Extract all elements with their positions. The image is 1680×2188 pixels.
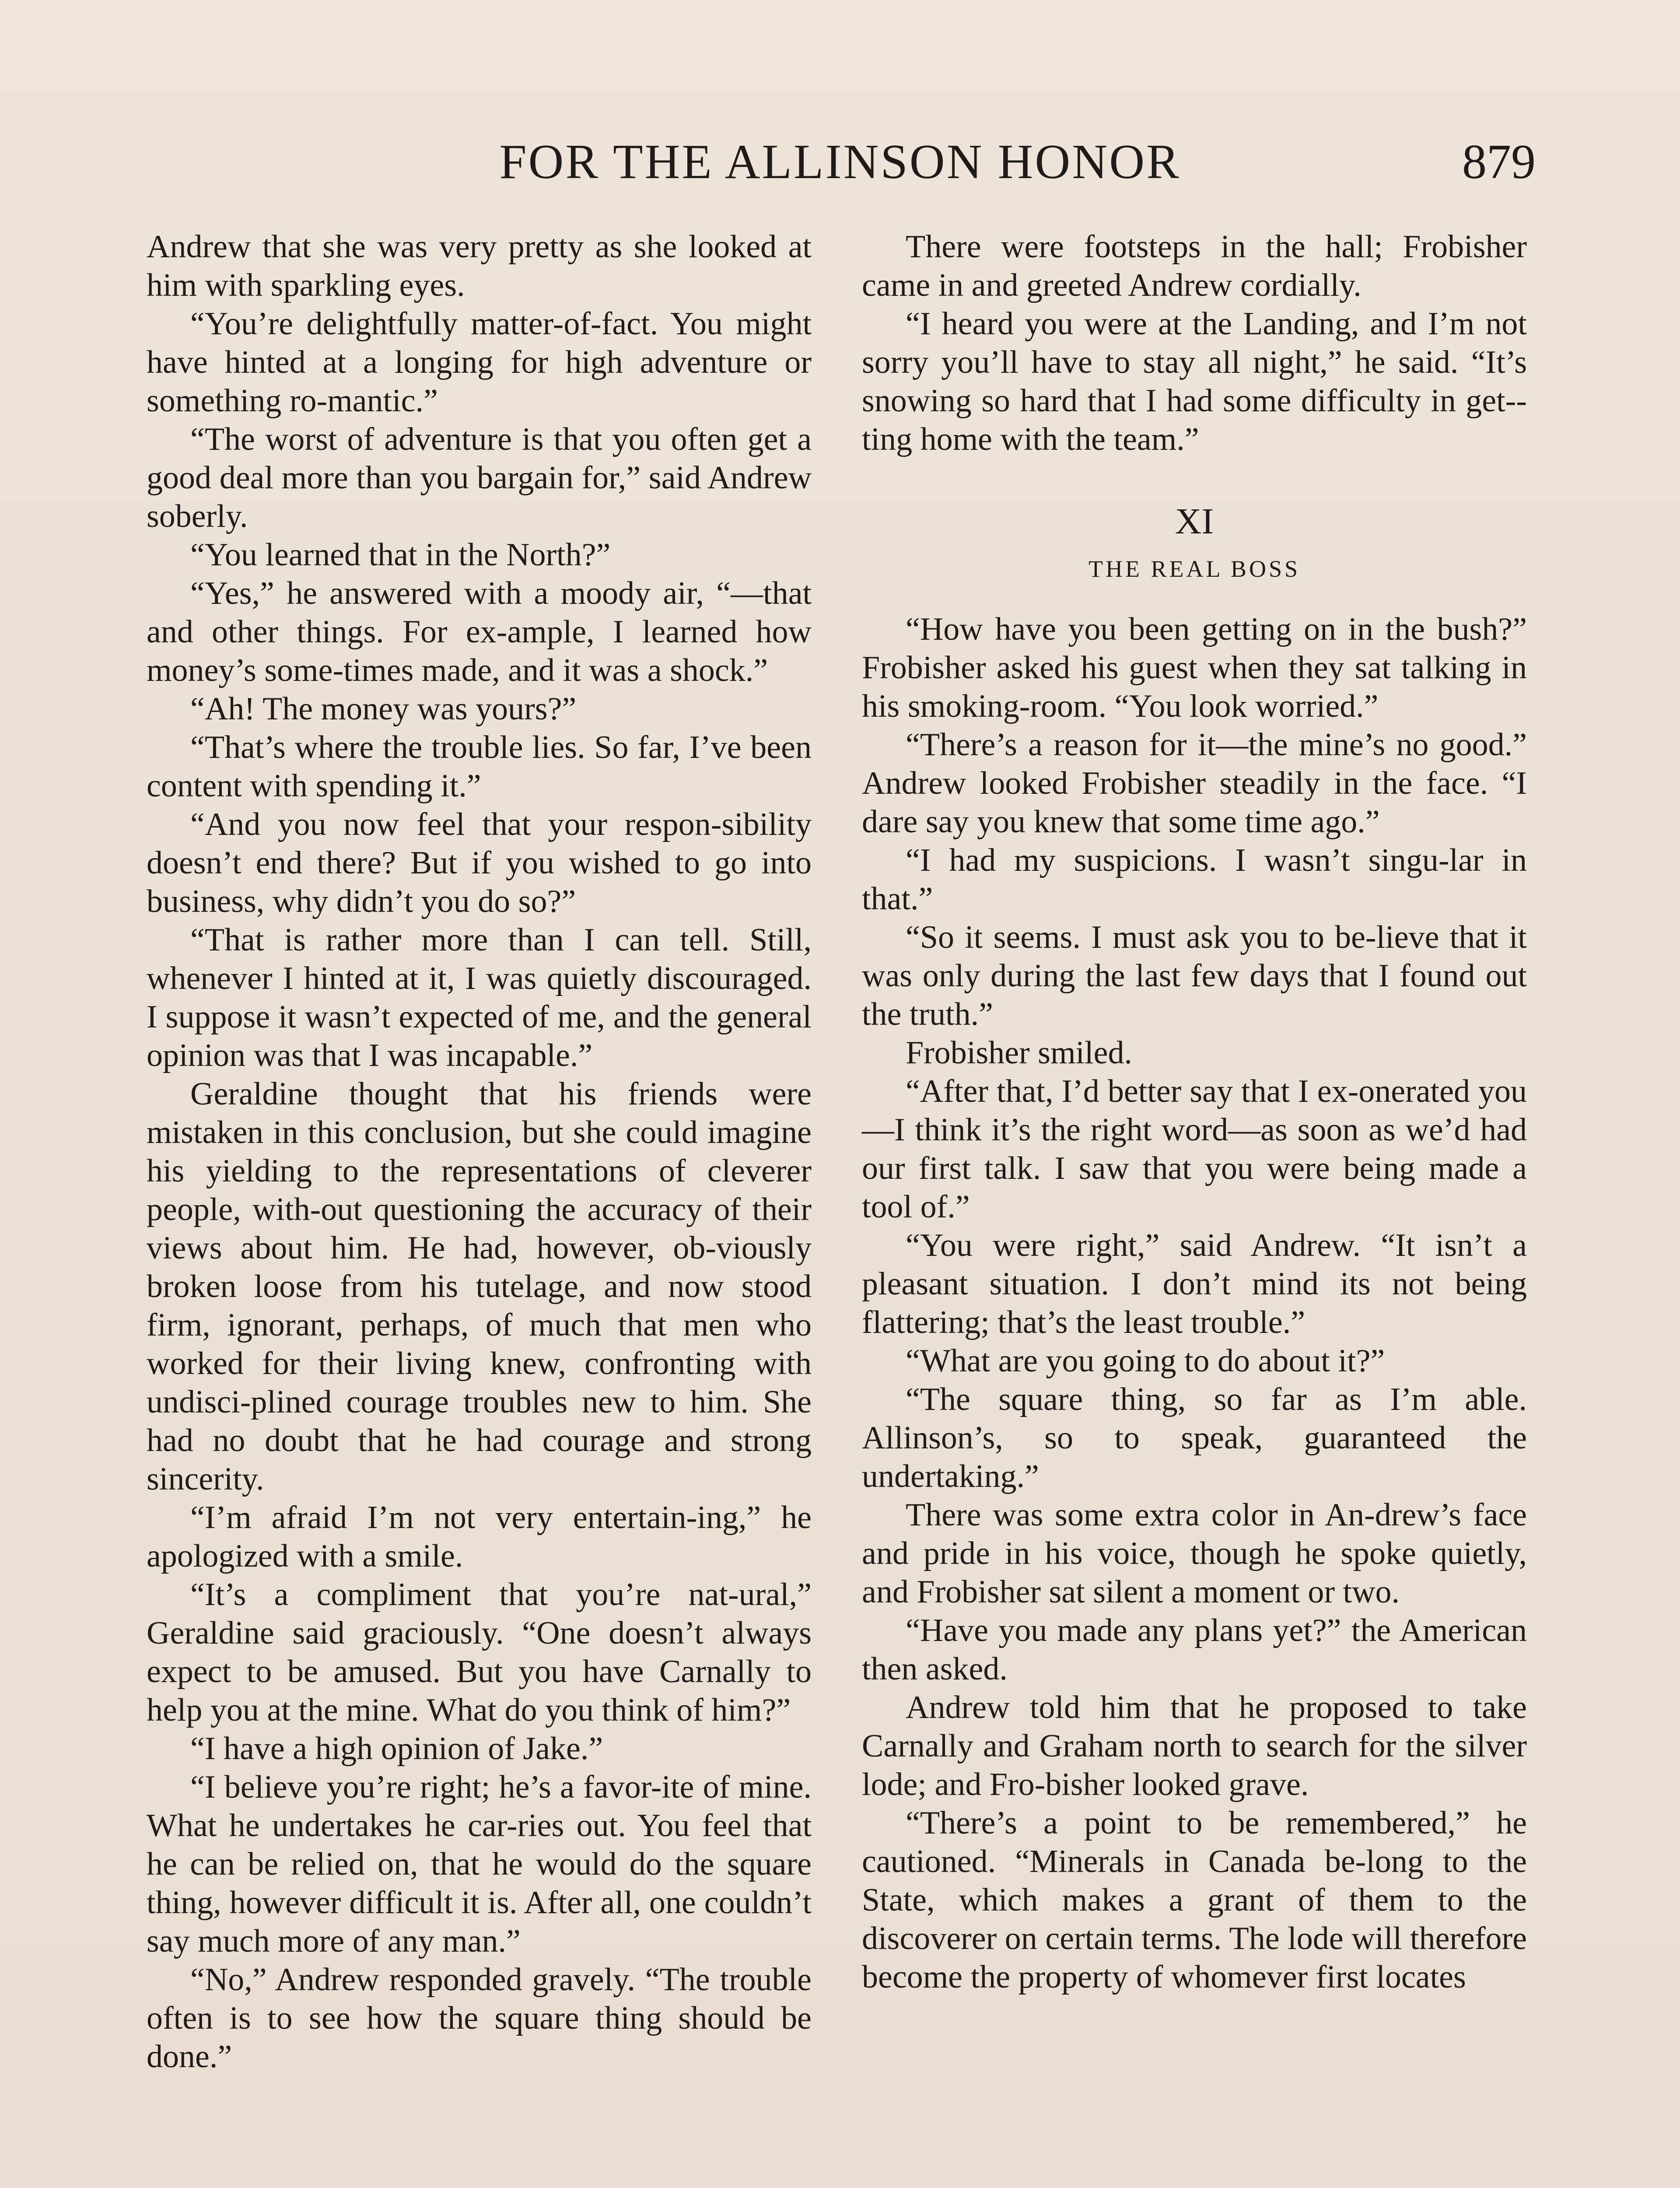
paragraph: “The worst of adventure is that you often get a good deal more than you bargain for,” said Andrew soberly. (147, 421, 812, 534)
paragraph: “There’s a reason for it—the mine’s no good.” Andrew looked Frobisher steadily in the face. “I dare say you knew that some time ago.” (862, 727, 1527, 840)
paragraph: Frobisher smiled. (906, 1035, 1132, 1071)
paragraph: “You learned that in the North?” (190, 537, 611, 573)
left-column (147, 228, 812, 2076)
paragraph: “And you now feel that your respon-sibility doesn’t end there? But if you wished to go into business, why didn’t you do so?” (147, 806, 812, 919)
paragraph: “I’m afraid I’m not very entertain-ing,” he apologized with a smile. (147, 1500, 812, 1574)
paragraph: “After that, I’d better say that I ex-onerated you—I think it’s the right word—as soon as we’d had our first talk. I saw that you were being made a tool of.” (862, 1073, 1527, 1225)
paragraph: There was some extra color in An-drew’s face and pride in his voice, though he spoke quietly, and Frobisher sat silent a moment or two. (862, 1497, 1527, 1610)
paragraph: Geraldine thought that his friends were mistaken in this conclusion, but she could imagine his yielding to the representations of cleverer people, with-out questioning the accuracy of their views about him. He had, however, ob-viously broken loose from his tutelage, and now stood firm, ignorant, perhaps, of much that men who worked for their living knew, confronting with undisci-plined courage troubles new to him. She had no doubt that he had courage and strong sincerity. (147, 1076, 812, 1497)
right-column (862, 228, 1527, 1996)
paragraph: “I heard you were at the Landing, and I’m not sorry you’ll have to stay all night,” he said. “It’s snowing so hard that I had some difficulty in get-ting home with the team.” (862, 306, 1527, 457)
paragraph: “I believe you’re right; he’s a favor-ite of mine. What he undertakes he car-ries out. You feel that he can be relied on, that he would do the square thing, however difficult it is. After all, one couldn’t say much more of any man.” (147, 1769, 812, 1959)
page-header (144, 131, 1536, 193)
paragraph: “Ah! The money was yours?” (190, 691, 577, 727)
paragraph: “You’re delightfully matter-of-fact. You might have hinted at a longing for high adventure or something ro-mantic.” (147, 306, 812, 419)
chapter-title: THE REAL BOSS (1088, 556, 1301, 582)
paragraph: Andrew told him that he proposed to take Carnally and Graham north to search for the silver lode; and Fro-bisher looked grave. (862, 1690, 1527, 1802)
paragraph: “So it seems. I must ask you to be-lieve that it was only during the last few days that I found out the truth.” (862, 919, 1527, 1032)
paragraph: “That is rather more than I can tell. Still, whenever I hinted at it, I was quietly discouraged. I suppose it wasn’t expected of me, and the general opinion was that I was incapable.” (147, 922, 812, 1073)
paragraph: “The square thing, so far as I’m able. Allinson’s, so to speak, guaranteed the undertaking.” (862, 1382, 1527, 1494)
paragraph: “That’s where the trouble lies. So far, I’ve been content with spending it.” (147, 729, 812, 804)
paragraph: “What are you going to do about it?” (906, 1343, 1385, 1379)
paragraph: Andrew that she was very pretty as she looked at him with sparkling eyes. (147, 229, 812, 303)
paragraph: There were footsteps in the hall; Frobisher came in and greeted Andrew cordially. (862, 229, 1527, 303)
paragraph: “There’s a point to be remembered,” he cautioned. “Minerals in Canada be-long to the State, which makes a grant of them to the discoverer on certain terms. The lode will therefore become the property of whomever first locates (862, 1805, 1527, 1995)
paragraph: “I had my suspicions. I wasn’t singu-lar in that.” (862, 842, 1527, 917)
paragraph: “Yes,” he answered with a moody air, “—that and other things. For ex-ample, I learned how money’s some-times made, and it was a shock.” (147, 575, 812, 688)
paragraph: “It’s a compliment that you’re nat-ural,” Geraldine said graciously. “One doesn’t always expect to be amused. But you have Carnally to help you at the mine. What do you think of him?” (147, 1577, 812, 1728)
paragraph: “No,” Andrew responded gravely. “The trouble often is to see how the square thing should be done.” (147, 1962, 812, 2075)
paragraph: “You were right,” said Andrew. “It isn’t a pleasant situation. I don’t mind its not being flattering; that’s the least trouble.” (862, 1227, 1527, 1340)
paragraph: “I have a high opinion of Jake.” (190, 1731, 603, 1767)
paragraph: “Have you made any plans yet?” the American then asked. (862, 1613, 1527, 1687)
page-number: 879 (1462, 135, 1536, 189)
chapter-number: XI (1175, 501, 1214, 542)
paragraph: “How have you been getting on in the bush?” Frobisher asked his guest when they sat talking in his smoking-room. “You look worried.” (862, 611, 1527, 724)
running-title: FOR THE ALLINSON HONOR (499, 135, 1181, 189)
